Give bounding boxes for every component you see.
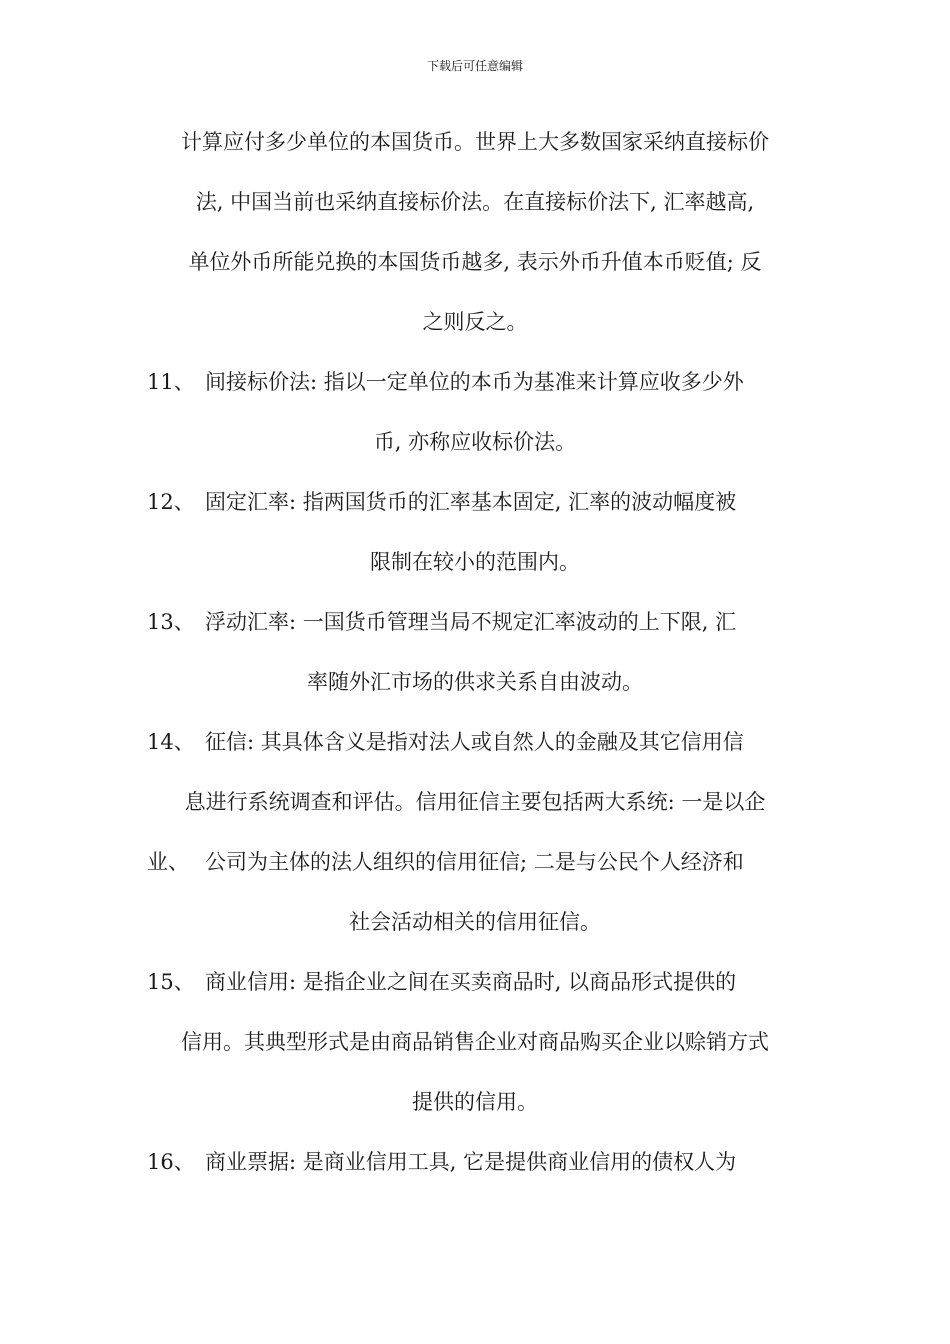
- line-text: 公司为主体的法人组织的信用征信; 二是与公民个人经济和: [205, 850, 744, 874]
- list-item-12: [0, 487, 950, 517]
- line-text: 浮动汇率: 一国货币管理当局不规定汇率波动的上下限, 汇: [205, 610, 737, 634]
- list-item-13: [0, 607, 950, 637]
- line-text: 限制在较小的范围内。: [370, 550, 580, 574]
- line-text: 社会活动相关的信用征信。: [349, 910, 601, 934]
- text-line: [0, 187, 950, 217]
- line-prefix: 业、: [147, 850, 189, 874]
- item-number: 15、: [147, 970, 195, 994]
- line-text: 率随外汇市场的供求关系自由波动。: [307, 670, 643, 694]
- line-text: 信用。其典型形式是由商品销售企业对商品购买企业以赊销方式: [181, 1030, 769, 1054]
- text-line: [0, 847, 950, 877]
- line-text: 息进行系统调查和评估。信用征信主要包括两大系统: 一是以企: [184, 790, 766, 814]
- line-text: 单位外币所能兑换的本国货币越多, 表示外币升值本币贬值; 反: [188, 250, 762, 274]
- text-line: [0, 787, 950, 817]
- text-line: [0, 1027, 950, 1057]
- line-text: 征信: 其具体含义是指对法人或自然人的金融及其它信用信: [205, 730, 744, 754]
- line-text: 币, 亦称应收标价法。: [373, 430, 577, 454]
- page-header: 下载后可任意编辑: [426, 59, 523, 73]
- line-text: 固定汇率: 指两国货币的汇率基本固定, 汇率的波动幅度被: [205, 490, 737, 514]
- line-text: 间接标价法: 指以一定单位的本币为基准来计算应收多少外: [205, 370, 744, 394]
- line-text: 计算应付多少单位的本国货币。世界上大多数国家采纳直接标价: [181, 130, 769, 154]
- text-line: [0, 127, 950, 157]
- list-item-15: [0, 967, 950, 997]
- item-number: 12、: [147, 490, 195, 514]
- item-number: 14、: [147, 730, 195, 754]
- text-line: [0, 667, 950, 697]
- line-text: 商业票据: 是商业信用工具, 它是提供商业信用的债权人为: [205, 1150, 737, 1174]
- line-text: 商业信用: 是指企业之间在买卖商品时, 以商品形式提供的: [205, 970, 737, 994]
- text-line: [0, 907, 950, 937]
- text-line: [0, 1087, 950, 1117]
- line-text: 法, 中国当前也采纳直接标价法。在直接标价法下, 汇率越高,: [195, 190, 755, 214]
- list-item-11: [0, 367, 950, 397]
- text-line: [0, 247, 950, 277]
- text-line: [0, 547, 950, 577]
- item-number: 13、: [147, 610, 195, 634]
- line-text: 提供的信用。: [412, 1090, 538, 1114]
- item-number: 11、: [147, 370, 195, 394]
- list-item-14: [0, 727, 950, 757]
- list-item-16: [0, 1147, 950, 1177]
- line-text: 之则反之。: [422, 310, 528, 334]
- text-line: [0, 307, 950, 337]
- item-number: 16、: [147, 1150, 195, 1174]
- text-line: [0, 427, 950, 457]
